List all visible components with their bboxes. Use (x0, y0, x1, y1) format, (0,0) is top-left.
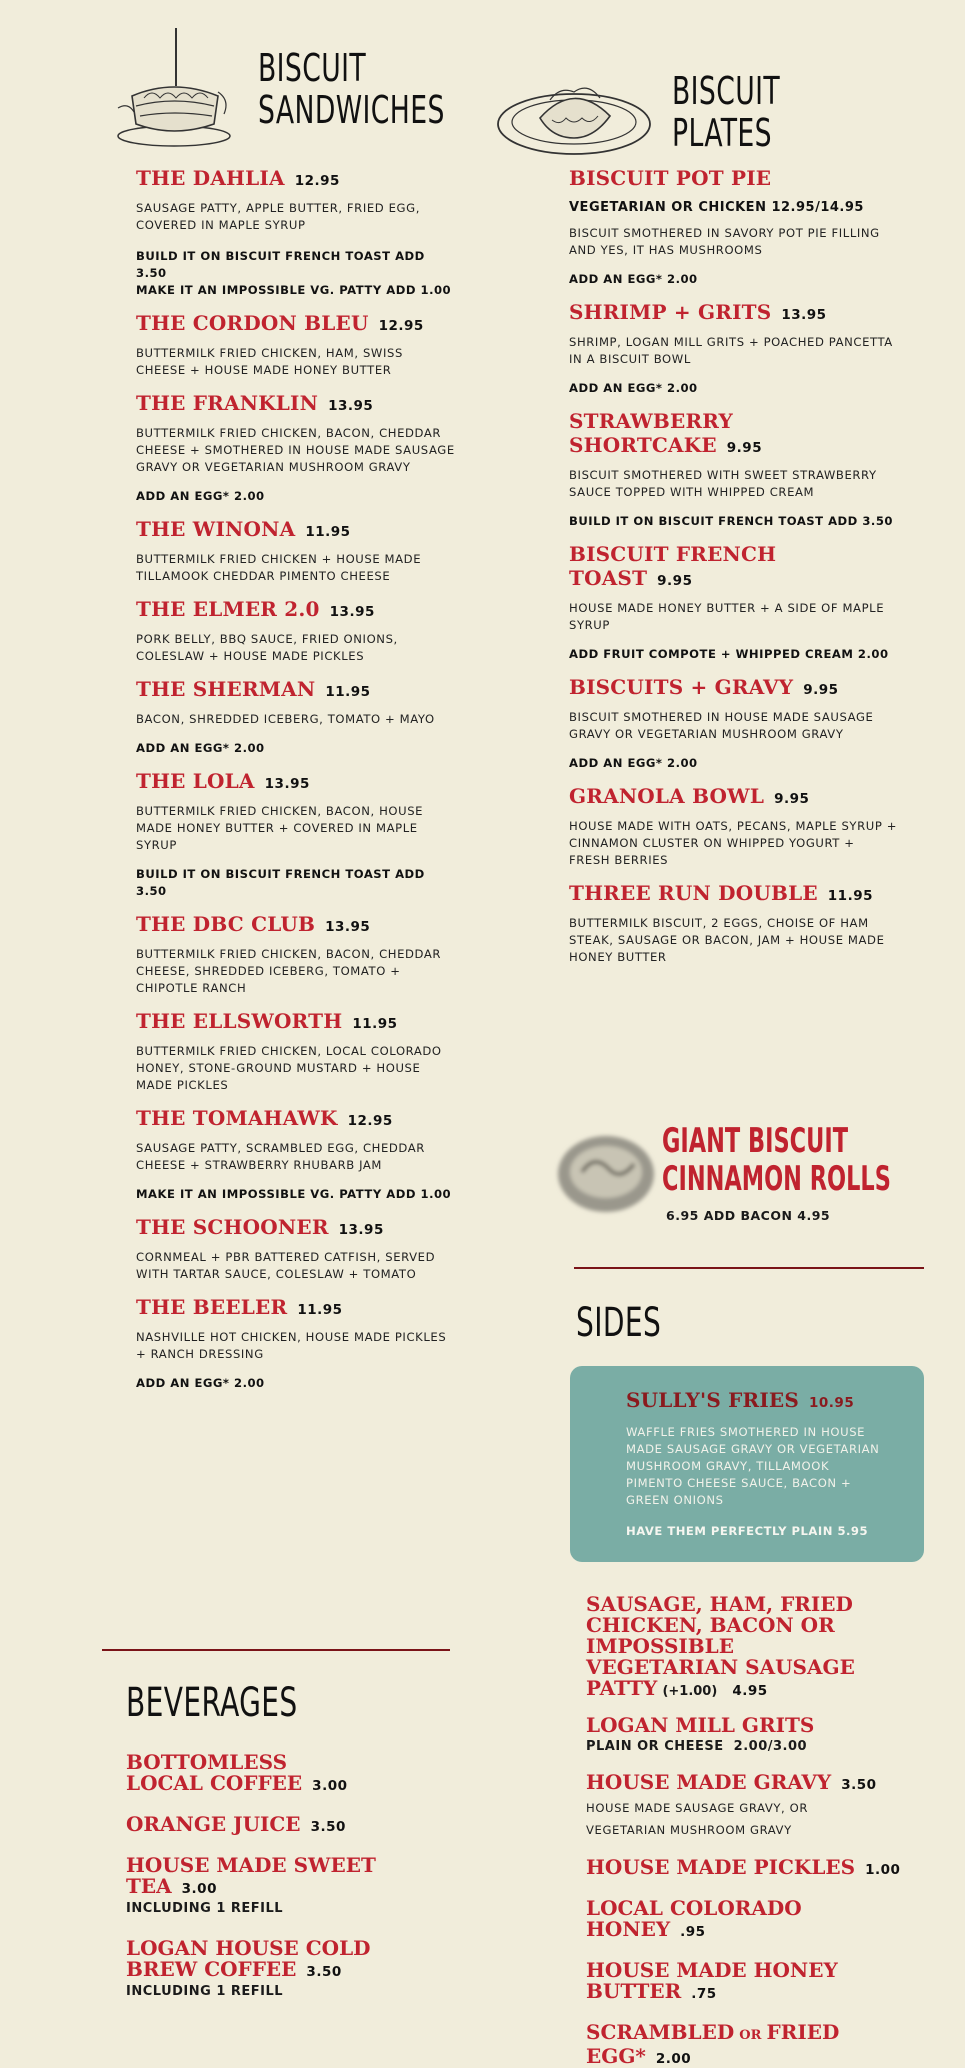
item-description: BUTTERMILK FRIED CHICKEN, BACON, CHEDDAR CHEESE, SHREDDED ICEBERG, TOMATO + CHIPOTLE RANCH (136, 947, 442, 995)
menu-item-lola (136, 769, 456, 900)
item-description: SAUSAGE PATTY, SCRAMBLED EGG, CHEDDAR CHEESE + STRAWBERRY RHUBARB JAM (136, 1141, 425, 1172)
menu-item-dahlia (136, 166, 456, 299)
beverage-item (126, 1938, 426, 1999)
item-price: 13.95 (325, 919, 371, 935)
biscuit-plate-illustration (494, 60, 654, 164)
addon-line: MAKE IT AN IMPOSSIBLE VG. PATTY ADD 1.00 (136, 283, 452, 297)
menu-item-winona (136, 517, 456, 585)
item-addon: ADD AN EGG* 2.00 (136, 489, 265, 503)
item-sub: INCLUDING 1 REFILL (126, 1901, 284, 1916)
item-name: HOUSE MADE HONEY BUTTER (586, 1958, 838, 2003)
item-or: OR (739, 2028, 762, 2043)
item-name-a: SCRAMBLED (586, 2020, 735, 2044)
menu-item-schooner (136, 1215, 456, 1283)
item-addon: HAVE THEM PERFECTLY PLAIN 5.95 (626, 1524, 869, 1538)
item-price: 3.50 (306, 1964, 342, 1980)
item-price: 12.95 (294, 173, 340, 189)
menu-item-elmer (136, 597, 456, 665)
item-name: SULLY'S FRIES (626, 1388, 800, 1412)
item-price: 9.95 (803, 682, 839, 698)
cinnamon-roll-promo (552, 1118, 932, 1228)
item-price: .95 (680, 1924, 706, 1940)
item-options: PLAIN OR CHEESE 2.00/3.00 (586, 1739, 808, 1754)
item-price: .75 (691, 1986, 717, 2002)
item-description: HOUSE MADE HONEY BUTTER + A SIDE OF MAPLE SYRUP (569, 601, 885, 632)
menu-item-shrimp-grits (569, 300, 899, 397)
item-name: HOUSE MADE PICKLES (586, 1855, 856, 1879)
item-description: NASHVILLE HOT CHICKEN, HOUSE MADE PICKLES + RANCH DRESSING (136, 1330, 447, 1361)
item-price: 12.95 (347, 1113, 393, 1129)
item-description: PORK BELLY, BBQ SAUCE, FRIED ONIONS, COLESLAW + HOUSE MADE PICKLES (136, 632, 398, 663)
item-price: 13.95 (264, 776, 310, 792)
item-description: CORNMEAL + PBR BATTERED CATFISH, SERVED WITH TARTAR SAUCE, COLESLAW + TOMATO (136, 1250, 436, 1281)
divider-right (574, 1267, 924, 1269)
side-item-honey-butter (586, 1960, 846, 2002)
side-item-grits (586, 1715, 926, 1754)
plates-header (494, 60, 811, 164)
item-name: BISCUIT FRENCH TOAST (569, 542, 777, 590)
divider-left (102, 1649, 450, 1651)
sandwiches-list (136, 166, 456, 1404)
menu-item-beeler (136, 1295, 456, 1392)
item-description: BUTTERMILK FRIED CHICKEN, BACON, CHEDDAR CHEESE + SMOTHERED IN HOUSE MADE SAUSAGE GRAVY OR VEGETARIAN MUSHROOM GRAVY (136, 426, 455, 474)
sides-title: SIDES (576, 1300, 662, 1346)
item-price: 4.95 (732, 1683, 768, 1699)
cinnamon-title-line1: GIANT BISCUIT (662, 1121, 848, 1161)
item-addon: BUILD IT ON BISCUIT FRENCH TOAST ADD 3.50 (136, 867, 425, 898)
menu-item-strawberry-shortcake (569, 409, 899, 530)
item-price: 10.95 (809, 1395, 855, 1411)
item-description: BACON, SHREDDED ICEBERG, TOMATO + MAYO (136, 712, 435, 726)
item-price: 12.95 (378, 318, 424, 334)
item-price: 11.95 (325, 684, 371, 700)
item-name: THE DBC CLUB (136, 912, 316, 936)
item-price: 13.95 (329, 604, 375, 620)
menu-item-ellsworth (136, 1009, 456, 1094)
item-name: THE SHERMAN (136, 677, 316, 701)
item-description: BUTTERMILK BISCUIT, 2 EGGS, CHOISE OF HAM STEAK, SAUSAGE OR BACON, JAM + HOUSE MADE HONEY BUTTER (569, 916, 885, 964)
item-price: 3.50 (841, 1777, 877, 1793)
item-name: THREE RUN DOUBLE (569, 881, 818, 905)
item-name: THE ELMER 2.0 (136, 597, 320, 621)
item-addon (136, 248, 456, 299)
item-name: THE BEELER (136, 1295, 288, 1319)
item-price: 13.95 (338, 1222, 384, 1238)
addon-line: BUILD IT ON BISCUIT FRENCH TOAST ADD 3.50 (136, 249, 425, 280)
item-addon: ADD AN EGG* 2.00 (136, 1376, 265, 1390)
item-name: SAUSAGE, HAM, FRIED CHICKEN, BACON OR IMPOSSIBLE VEGETARIAN SAUSAGE PATTY (586, 1592, 855, 1700)
cinnamon-title-line2: CINNAMON ROLLS (662, 1159, 891, 1199)
item-name-b: FRIED EGG* (586, 2020, 840, 2068)
menu-item-tomahawk (136, 1106, 456, 1203)
item-name: ORANGE JUICE (126, 1812, 301, 1836)
item-name: THE CORDON BLEU (136, 311, 369, 335)
menu-item-pot-pie (569, 166, 899, 288)
item-price: 1.00 (865, 1862, 901, 1878)
sandwiches-title-line2: SANDWICHES (258, 88, 445, 132)
item-price: 11.95 (827, 888, 873, 904)
plates-list (569, 166, 899, 978)
side-item-gravy (586, 1772, 926, 1841)
beverages-title: BEVERAGES (126, 1680, 298, 1726)
menu-item-franklin (136, 391, 456, 505)
item-price: 13.95 (328, 398, 374, 414)
menu-item-dbc-club (136, 912, 456, 997)
item-name: LOGAN HOUSE COLD BREW COFFEE (126, 1936, 371, 1981)
biscuit-sandwich-illustration (114, 26, 238, 152)
item-description: WAFFLE FRIES SMOTHERED IN HOUSE MADE SAUSAGE GRAVY OR VEGETARIAN MUSHROOM GRAVY, TILLAMOOK PIMENTO CHEESE SAUCE, BACON + GREEN ONIONS (626, 1425, 880, 1507)
item-name: BOTTOMLESS LOCAL COFFEE (126, 1750, 303, 1795)
item-sub: INCLUDING 1 REFILL (126, 1984, 284, 1999)
item-price: 9.95 (726, 440, 763, 456)
sullys-fries-card (570, 1366, 924, 1562)
beverage-item (126, 1752, 356, 1794)
menu-item-french-toast (569, 542, 899, 663)
menu-item-biscuits-gravy (569, 675, 899, 772)
item-addon: BUILD IT ON BISCUIT FRENCH TOAST ADD 3.50 (569, 514, 893, 528)
side-item-honey (586, 1898, 926, 1940)
item-description: HOUSE MADE SAUSAGE GRAVY, OR VEGETARIAN MUSHROOM GRAVY (586, 1801, 808, 1837)
item-name: THE WINONA (136, 517, 296, 541)
item-name: HOUSE MADE SWEET TEA (126, 1853, 376, 1898)
item-note: (+1.00) (662, 1684, 718, 1699)
item-addon: ADD AN EGG* 2.00 (569, 272, 698, 286)
item-name: THE ELLSWORTH (136, 1009, 343, 1033)
menu-item-three-run-double (569, 881, 899, 966)
item-addon: ADD FRUIT COMPOTE + WHIPPED CREAM 2.00 (569, 647, 889, 661)
item-price: 9.95 (657, 573, 693, 589)
item-price: 11.95 (352, 1016, 398, 1032)
cinnamon-roll-illustration (552, 1126, 660, 1218)
beverage-item (126, 1855, 456, 1916)
item-addon: ADD AN EGG* 2.00 (136, 741, 265, 755)
side-item-pickles (586, 1857, 926, 1878)
sandwiches-header (114, 26, 497, 152)
item-description: BUTTERMILK FRIED CHICKEN, HAM, SWISS CHEESE + HOUSE MADE HONEY BUTTER (136, 346, 403, 377)
menu-item-sherman (136, 677, 456, 757)
item-description: SHRIMP, LOGAN MILL GRITS + POACHED PANCETTA IN A BISCUIT BOWL (569, 335, 893, 366)
menu-item-granola-bowl (569, 784, 899, 869)
item-name: BISCUITS + GRAVY (569, 675, 794, 699)
item-name: LOGAN MILL GRITS (586, 1713, 815, 1737)
item-name: THE TOMAHAWK (136, 1106, 338, 1130)
beverage-item (126, 1814, 456, 1835)
item-description: BUTTERMILK FRIED CHICKEN, BACON, HOUSE MADE HONEY BUTTER + COVERED IN MAPLE SYRUP (136, 804, 424, 852)
sandwiches-title-line1: BISCUIT (258, 46, 367, 90)
item-name: HOUSE MADE GRAVY (586, 1770, 832, 1794)
cinnamon-price: 6.95 ADD BACON 4.95 (666, 1208, 831, 1223)
item-price: 3.00 (181, 1881, 217, 1897)
side-item-egg (586, 2022, 926, 2067)
item-price: 13.95 (781, 307, 827, 323)
item-description: BISCUIT SMOTHERED IN HOUSE MADE SAUSAGE GRAVY OR VEGETARIAN MUSHROOM GRAVY (569, 710, 874, 741)
item-name: STRAWBERRY SHORTCAKE (569, 409, 733, 457)
item-description: BISCUIT SMOTHERED IN SAVORY POT PIE FILLING AND YES, IT HAS MUSHROOMS (569, 226, 880, 257)
item-price: 11.95 (305, 524, 351, 540)
item-name: SHRIMP + GRITS (569, 300, 772, 324)
item-name: THE SCHOONER (136, 1215, 329, 1239)
plates-title-line2: PLATES (672, 111, 772, 155)
item-name: LOCAL COLORADO HONEY (586, 1896, 802, 1941)
item-price: 9.95 (774, 791, 810, 807)
plates-title-line1: BISCUIT (672, 69, 781, 113)
item-addon: MAKE IT AN IMPOSSIBLE VG. PATTY ADD 1.00 (136, 1187, 452, 1201)
item-description: HOUSE MADE WITH OATS, PECANS, MAPLE SYRUP + CINNAMON CLUSTER ON WHIPPED YOGURT + FRESH BERRIES (569, 819, 898, 867)
item-description: SAUSAGE PATTY, APPLE BUTTER, FRIED EGG, COVERED IN MAPLE SYRUP (136, 201, 420, 232)
item-price: 3.00 (312, 1778, 348, 1794)
item-description: BUTTERMILK FRIED CHICKEN + HOUSE MADE TILLAMOOK CHEDDAR PIMENTO CHEESE (136, 552, 422, 583)
item-price: 2.00 (655, 2051, 692, 2067)
item-options: VEGETARIAN OR CHICKEN 12.95/14.95 (569, 200, 864, 215)
beverages-list (126, 1752, 456, 1999)
item-name: THE DAHLIA (136, 166, 285, 190)
side-item-meat (586, 1594, 876, 1699)
item-description: BUTTERMILK FRIED CHICKEN, LOCAL COLORADO HONEY, STONE-GROUND MUSTARD + HOUSE MADE PICKLES (136, 1044, 442, 1092)
item-price: 11.95 (297, 1302, 343, 1318)
item-name: GRANOLA BOWL (569, 784, 765, 808)
item-name: THE LOLA (136, 769, 255, 793)
item-addon: ADD AN EGG* 2.00 (569, 756, 698, 770)
sides-list (586, 1594, 926, 2067)
item-addon: ADD AN EGG* 2.00 (569, 381, 698, 395)
item-description: BISCUIT SMOTHERED WITH SWEET STRAWBERRY SAUCE TOPPED WITH WHIPPED CREAM (569, 468, 877, 499)
item-name: BISCUIT POT PIE (569, 166, 772, 190)
menu-item-cordon-bleu (136, 311, 456, 379)
item-name: THE FRANKLIN (136, 391, 319, 415)
item-price: 3.50 (310, 1819, 346, 1835)
